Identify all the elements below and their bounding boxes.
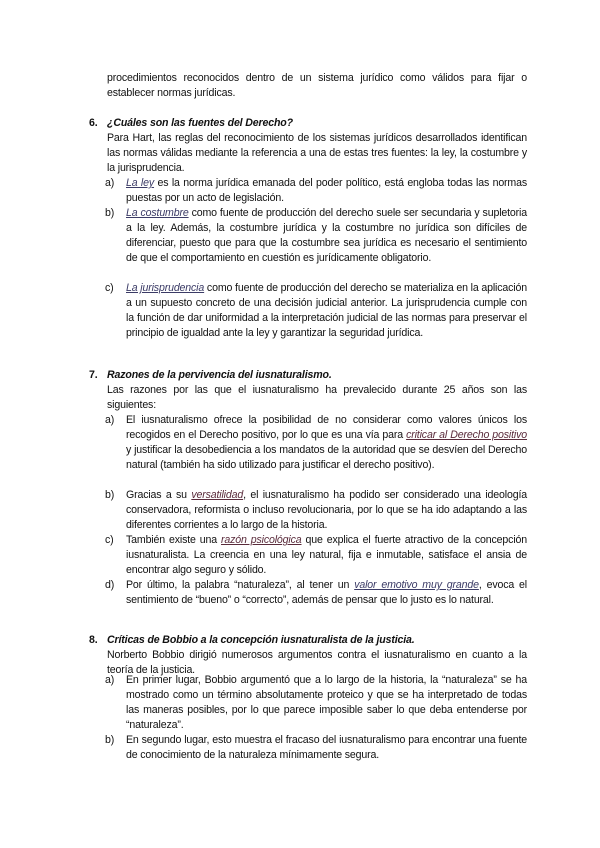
item-term: criticar al Derecho positivo (406, 429, 528, 441)
item-term: versatilidad (191, 489, 244, 501)
item-text-pre: Gracias a su (126, 489, 192, 501)
item-marker: a) (105, 177, 115, 189)
item-marker: b) (105, 734, 115, 746)
item-marker: a) (105, 674, 115, 686)
section-7-item-b (105, 488, 527, 533)
item-text-post: como fuente de producción del derecho suele ser secundaria y supletoria a la ley. Además, la costumbre jurídica y la costumbre no jurídica son difíciles de diferenciar, puesto que para que la costumbre sea jurídica es necesario el sentimiento de que el comportamiento en cuestión es jurídicamente obligatorio. (126, 207, 527, 264)
section-7-title: Razones de la pervivencia del iusnaturalismo. (107, 369, 332, 381)
section-8-number: 8. (89, 634, 98, 646)
item-term: razón psicológica (221, 534, 302, 546)
item-term: valor emotivo muy grande (354, 579, 479, 591)
section-8-paragraph: Norberto Bobbio dirigió numerosos argumentos contra el iusnaturalismo en cuanto a la teoría de la justicia. (107, 649, 527, 676)
item-text-pre: También existe una (126, 534, 221, 546)
item-text-post: y justificar la desobediencia a los mandatos de la autoridad que se desvíen del Derecho natural (también ha sido utilizado para justificar el derecho positivo). (126, 444, 527, 471)
item-marker: a) (105, 414, 115, 426)
item-text-post: como fuente de producción del derecho se materializa en la aplicación a un supuesto concreto de una decisión judicial anterior. La jurisprudencia cumple con la función de dar uniformidad a la interpretación judicial de las normas para preservar el principio de igualdad ante la ley y garantizar la seguridad jurídica. (126, 282, 527, 339)
section-6-number: 6. (89, 117, 98, 129)
section-6-item-a (105, 176, 527, 206)
section-6-paragraph: Para Hart, las reglas del reconocimiento de los sistemas jurídicos desarrollados identifican las normas válidas mediante la referencia a una de estas tres fuentes: la ley, la costumbre y la jurisprudencia. (107, 132, 527, 174)
section-8-item-b (105, 733, 527, 763)
section-7-number: 7. (89, 369, 98, 381)
section-7-item-c (105, 533, 528, 578)
item-marker: d) (105, 579, 115, 591)
item-text-post: es la norma jurídica emanada del poder político, está engloba todas las normas puestas por un acto de legislación. (126, 177, 527, 204)
item-text-pre: El iusnaturalismo ofrece la posibilidad de no considerar como valores únicos los recogidos en el Derecho positivo, por lo que es una vía para (126, 414, 527, 441)
section-8-title: Críticas de Bobbio a la concepción iusnaturalista de la justicia. (107, 634, 415, 646)
item-text-pre: Por último, la palabra “naturaleza”, al tener un (126, 579, 355, 591)
item-text-pre: En segundo lugar, esto muestra el fracaso del iusnaturalismo para encontrar una fuente de conocimiento de la naturaleza mínimamente segura. (126, 734, 527, 761)
section-7-paragraph: Las razones por las que el iusnaturalismo ha prevalecido durante 25 años son las siguientes: (107, 384, 527, 411)
section-7-item-a (105, 413, 528, 473)
item-term: La ley (126, 177, 155, 189)
section-6-title: ¿Cuáles son las fuentes del Derecho? (107, 117, 293, 129)
intro-paragraph: procedimientos reconocidos dentro de un sistema jurídico como válidos para fijar o establecer normas jurídicas. (107, 72, 527, 99)
item-marker: c) (105, 282, 114, 294)
section-6-heading (89, 116, 529, 131)
section-6-item-c (105, 281, 527, 341)
section-8-heading (89, 633, 529, 648)
item-marker: c) (105, 534, 114, 546)
item-marker: b) (105, 489, 115, 501)
item-text-post: que explica el fuerte atractivo de la concepción iusnaturalista. La creencia en una ley natural, fija e inmutable, satisface el ansia de encontrar algo seguro y sólido. (126, 534, 528, 576)
section-7-heading (89, 368, 529, 383)
item-text-post: , el iusnaturalismo ha podido ser considerado una ideología conservadora, reformista o incluso revolucionaria, por lo que se ha ido adaptando a las diferentes corrientes a lo largo de la historia. (126, 489, 527, 531)
item-text-pre: En primer lugar, Bobbio argumentó que a lo largo de la historia, la “naturaleza” se ha mostrado como un término absolutamente proteico y que se ha interpretado de todas las maneras posibles, por lo que parece imposible saber lo que deba entenderse por “naturaleza”. (126, 674, 527, 731)
section-7-item-d (105, 578, 527, 608)
item-term: La costumbre (126, 207, 189, 219)
item-term: La jurisprudencia (126, 282, 205, 294)
item-marker: b) (105, 207, 115, 219)
section-8-item-a (105, 673, 527, 733)
section-6-item-b (105, 206, 527, 266)
item-text-post: , evoca el sentimiento de “bueno” o “correcto”, además de pensar que lo justo es lo natural. (126, 579, 527, 606)
